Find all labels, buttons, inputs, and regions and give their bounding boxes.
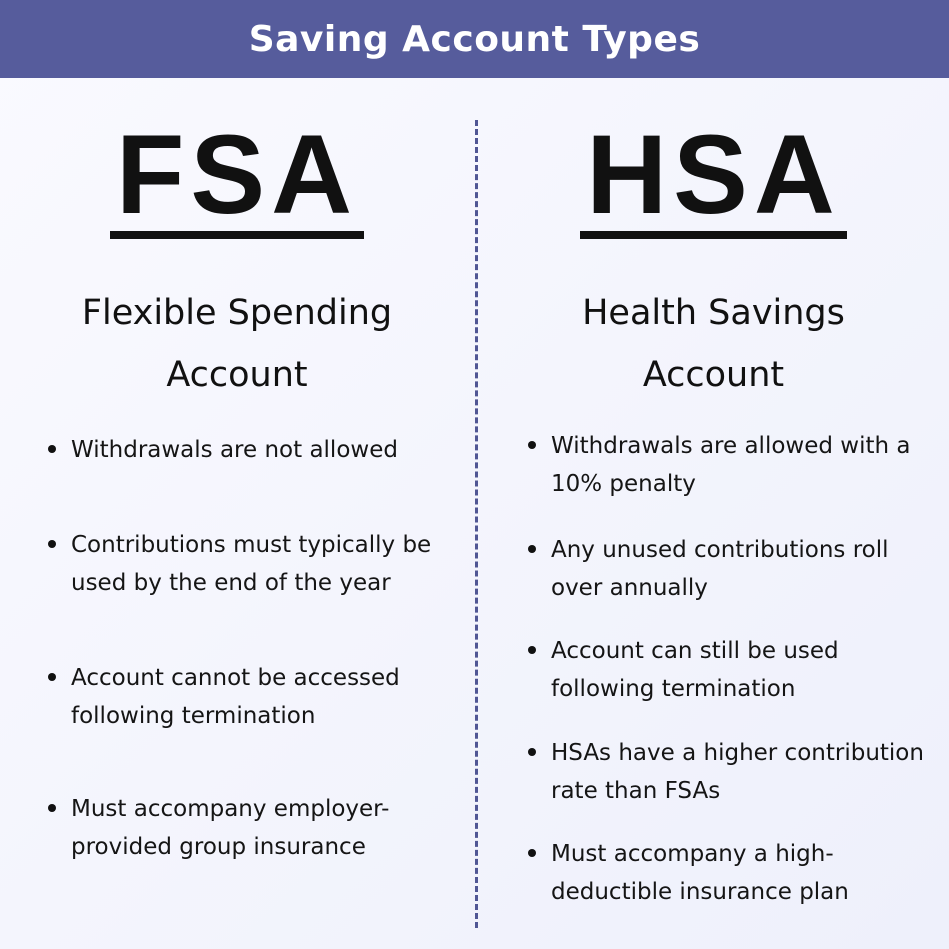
list-item xyxy=(48,659,458,735)
hsa-name-line-1: Health Savings xyxy=(582,293,845,333)
bullet-text: Withdrawals are allowed with a 10% penalty xyxy=(551,433,911,497)
bullet-icon xyxy=(48,540,56,548)
list-item xyxy=(48,790,458,866)
column-divider xyxy=(475,120,478,928)
hsa-heading: HSA xyxy=(580,125,846,239)
bullet-icon xyxy=(48,673,56,681)
bullet-text: Contributions must typically be used by the end of the year xyxy=(71,532,432,596)
bullet-icon xyxy=(48,804,56,812)
bullet-icon xyxy=(48,445,56,453)
bullet-text: Account can still be used following termination xyxy=(551,638,839,702)
fsa-full-name xyxy=(0,282,474,406)
list-item xyxy=(528,632,938,708)
bullet-icon xyxy=(528,441,536,449)
list-item xyxy=(528,835,938,911)
fsa-name-line-1: Flexible Spending xyxy=(81,293,393,333)
bullet-text: HSAs have a higher contribution rate than FSAs xyxy=(551,740,924,804)
bullet-icon xyxy=(528,545,536,553)
list-item xyxy=(48,431,458,469)
bullet-text: Account cannot be accessed following termination xyxy=(71,665,400,729)
list-item xyxy=(528,734,938,810)
list-item xyxy=(528,531,938,607)
page-title: Saving Account Types xyxy=(248,18,701,60)
bullet-text: Must accompany employer-provided group insurance xyxy=(71,796,390,860)
bullet-icon xyxy=(528,646,536,654)
bullet-icon xyxy=(528,849,536,857)
fsa-name-line-2: Account xyxy=(166,355,308,395)
header-banner xyxy=(0,0,949,78)
list-item xyxy=(528,427,938,503)
hsa-full-name xyxy=(478,282,949,406)
bullet-text: Any unused contributions roll over annually xyxy=(551,537,889,601)
list-item xyxy=(48,526,458,602)
bullet-icon xyxy=(528,748,536,756)
fsa-heading: FSA xyxy=(110,125,364,239)
bullet-text: Withdrawals are not allowed xyxy=(71,437,398,463)
hsa-name-line-2: Account xyxy=(642,355,785,395)
bullet-text: Must accompany a high-deductible insurance plan xyxy=(551,841,849,905)
